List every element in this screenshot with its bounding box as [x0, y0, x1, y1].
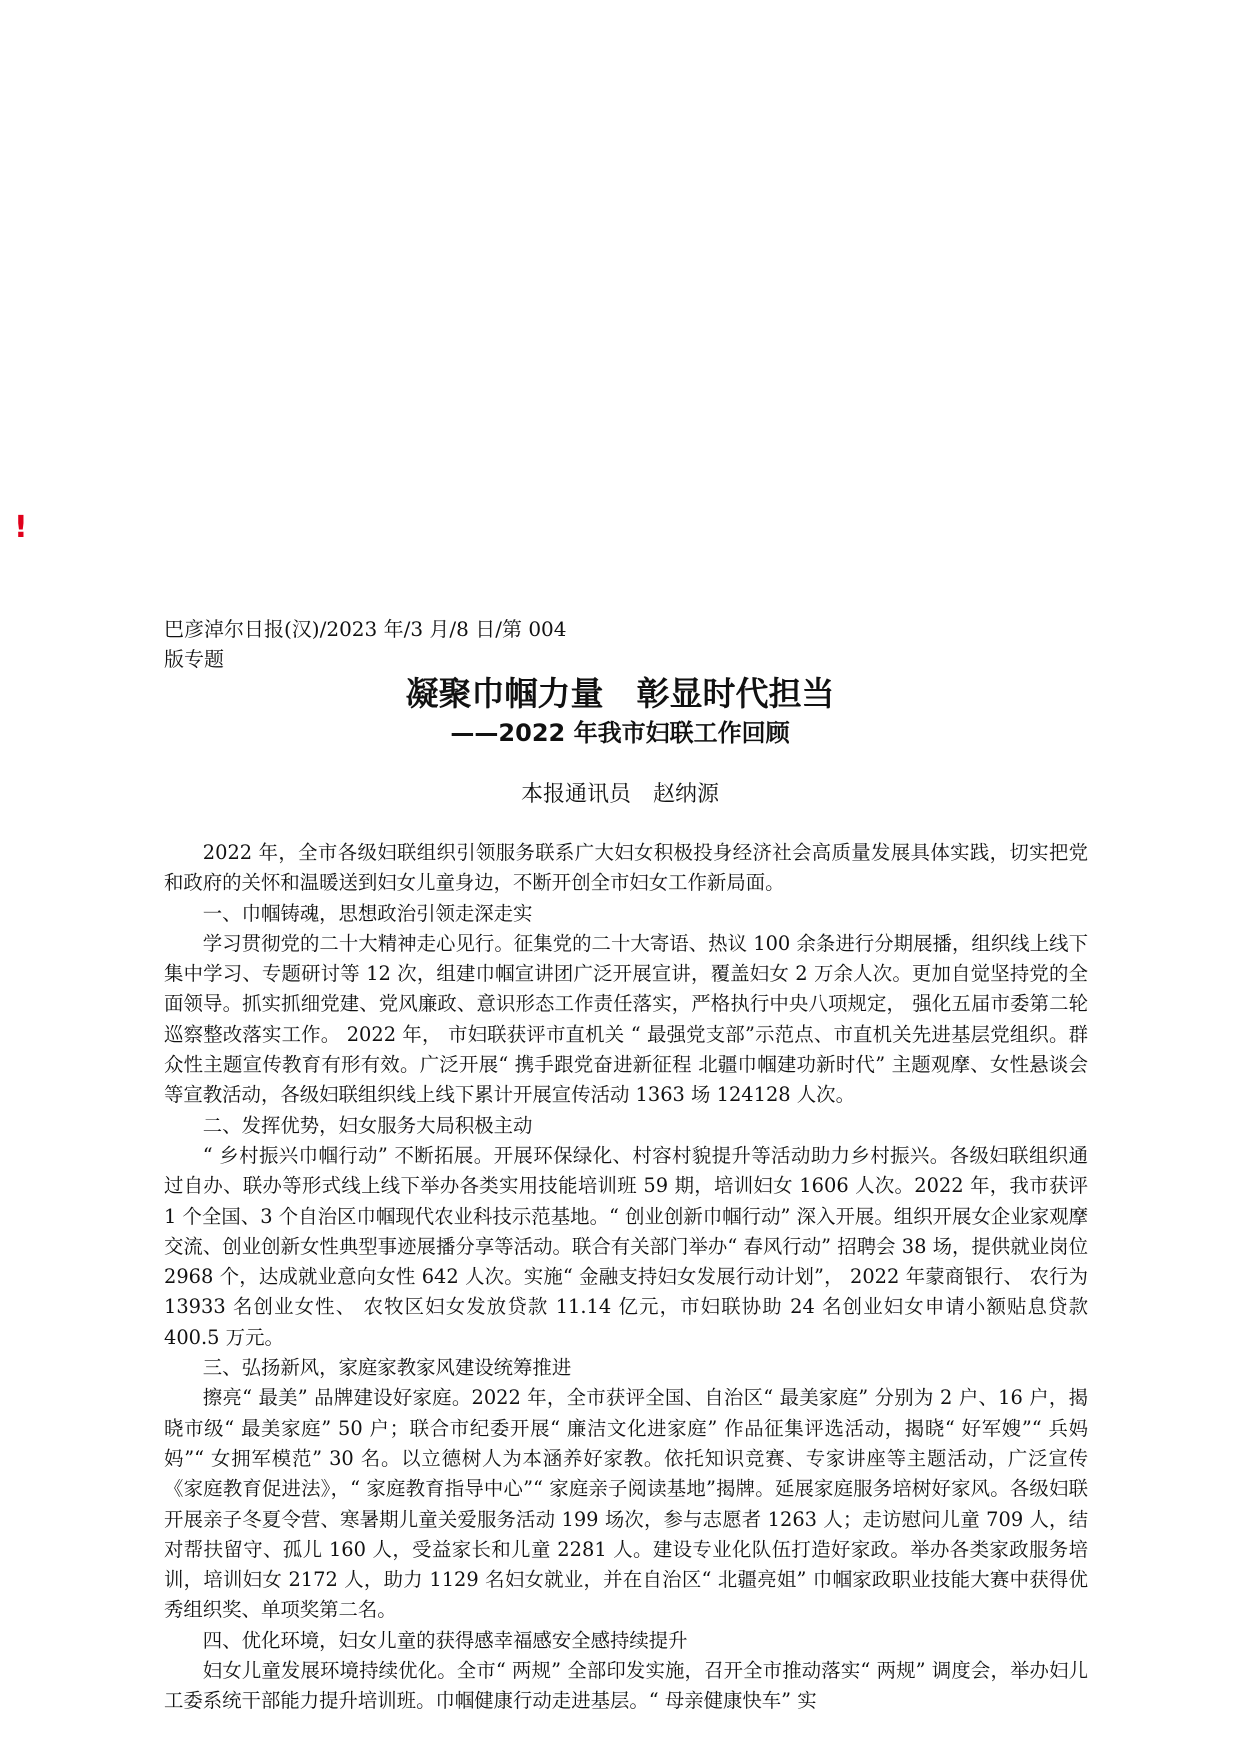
section-heading-2: 二、发挥优势，妇女服务大局积极主动 [202, 1113, 533, 1137]
article-title: 凝聚巾帼力量 彰显时代担当 [405, 674, 835, 713]
source-line-2: 版专题 [164, 647, 224, 671]
article-byline: 本报通讯员 赵纳源 [520, 782, 719, 807]
article-subtitle: ——2022 年我市妇联工作回顾 [450, 719, 790, 747]
paragraph-intro: 2022 年，全市各级妇联组织引领服务联系广大妇女积极投身经济社会高质量发展具体实践，切实把党和政府的关怀和温暖送到妇女儿童身边，不断开创全市妇女工作新局面。 [164, 841, 1088, 895]
warning-mark: ! [14, 510, 28, 545]
article-body [164, 838, 1088, 1717]
paragraph-section-1: 学习贯彻党的二十大精神走心见行。征集党的二十大寄语、热议 100 余条进行分期展播，组织线上线下集中学习、专题研讨等 12 次，组建巾帼宣讲团广泛开展宣讲，覆盖妇女 2 万余人次。更加自觉坚持党的全面领导。抓实抓细党建、党风廉政、意识形态工作责任落实，严格执行中央八项规定， 强化五届市委第二轮巡察整改落实工作。 2022 年， 市妇联获评市直机关 “ 最强党支部”示范点、市直机关先进基层党组织。群众性主题宣传教育有形有效。广泛开展“ 携手跟党奋进新征程 北疆巾帼建功新时代” 主题观摩、女性悬谈会等宣教活动，各级妇联组织线上线下累计开展宣传活动 1363 场 124128 人次。 [164, 931, 1088, 1107]
section-heading-3: 三、弘扬新风，家庭家教家风建设统筹推进 [202, 1356, 572, 1380]
paragraph-section-2: “ 乡村振兴巾帼行动” 不断拓展。开展环保绿化、村容村貌提升等活动助力乡村振兴。各级妇联组织通过自办、联办等形式线上线下举办各类实用技能培训班 59 期，培训妇女 1606 人次。2022 年，我市获评 1 个全国、3 个自治区巾帼现代农业科技示范基地。“ 创业创新巾帼行动” 深入开展。组织开展女企业家观摩交流、创业创新女性典型事迹展播分享等活动。联合有关部门举办“ 春风行动” 招聘会 38 场，提供就业岗位 2968 个，达成就业意向女性 642 人次。实施“ 金融支持妇女发展行动计划”， 2022 年蒙商银行、 农行为 13933 名创业女性、 农牧区妇女发放贷款 11.14 亿元，市妇联协助 24 名创业妇女申请小额贴息贷款 400.5 万元。 [164, 1143, 1088, 1349]
source-line-1: 巴彦淖尔日报(汉)/2023 年/3 月/8 日/第 004 [164, 617, 567, 641]
section-heading-4: 四、优化环境，妇女儿童的获得感幸福感安全感持续提升 [202, 1628, 688, 1652]
paragraph-section-3: 擦亮“ 最美” 品牌建设好家庭。2022 年，全市获评全国、自治区“ 最美家庭” 分别为 2 户、16 户，揭晓市级“ 最美家庭” 50 户；联合市纪委开展“ 廉洁文化进家庭” 作品征集评选活动，揭晓“ 好军嫂”“ 兵妈妈”“ 女拥军模范” 30 名。以立德树人为本涵养好家教。依托知识竞赛、专家讲座等主题活动，广泛宣传《家庭教育促进法》，“ 家庭教育指导中心”“ 家庭亲子阅读基地”揭牌。延展家庭服务培树好家风。各级妇联开展亲子冬夏令营、寒暑期儿童关爱服务活动 199 场次，参与志愿者 1263 人；走访慰问儿童 709 人，结对帮扶留守、孤儿 160 人，受益家长和儿童 2281 人。建设专业化队伍打造好家政。举办各类家政服务培训，培训妇女 2172 人，助力 1129 名妇女就业，并在自治区“ 北疆亮姐” 巾帼家政职业技能大赛中获得优秀组织奖、单项奖第二名。 [164, 1386, 1088, 1622]
source-line [164, 614, 567, 674]
section-heading-1: 一、巾帼铸魂，思想政治引领走深走实 [202, 901, 533, 925]
paragraph-section-4: 妇女儿童发展环境持续优化。全市“ 两规” 全部印发实施，召开全市推动落实“ 两规” 调度会，举办妇儿工委系统干部能力提升培训班。巾帼健康行动走进基层。“ 母亲健康快车” 实 [164, 1659, 1088, 1713]
